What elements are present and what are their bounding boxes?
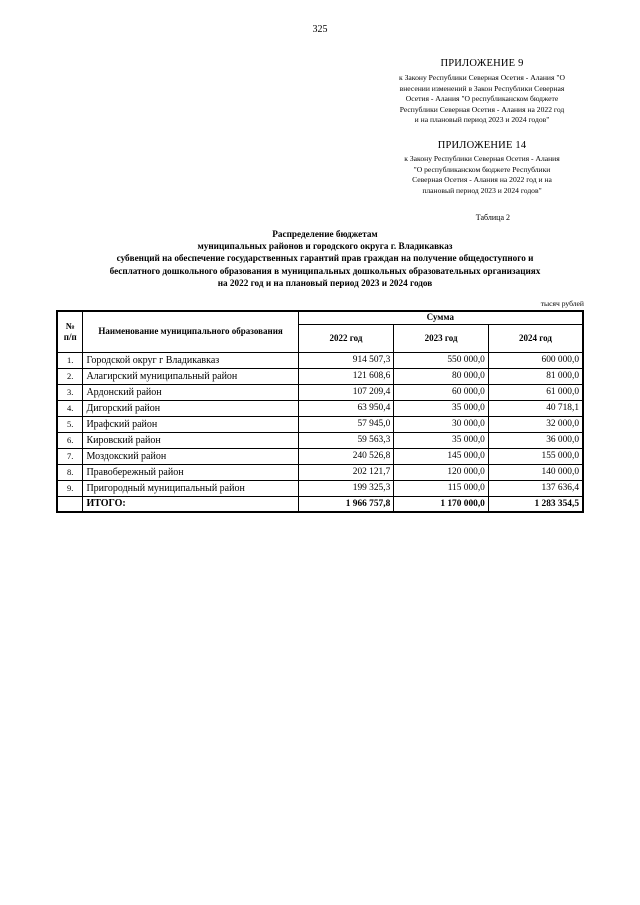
row-value-2024: 155 000,0 xyxy=(488,448,583,464)
row-number: 5. xyxy=(57,416,83,432)
table-row xyxy=(57,480,583,496)
row-value-2024: 81 000,0 xyxy=(488,368,583,384)
row-number: 8. xyxy=(57,464,83,480)
row-name: Моздокский район xyxy=(83,448,298,464)
row-value-2024: 600 000,0 xyxy=(488,352,583,368)
row-value-2023: 550 000,0 xyxy=(394,352,489,368)
header-2024: 2024 год xyxy=(488,324,583,352)
table-caption: Таблица 2 xyxy=(475,213,510,222)
table-row xyxy=(57,448,583,464)
row-number: 4. xyxy=(57,400,83,416)
row-number: 1. xyxy=(57,352,83,368)
row-number: 6. xyxy=(57,432,83,448)
row-name: Правобережный район xyxy=(83,464,298,480)
header-2023: 2023 год xyxy=(394,324,489,352)
row-value-2022: 107 209,4 xyxy=(298,384,394,400)
header-2022: 2022 год xyxy=(298,324,394,352)
appendix-9-line: внесении изменений в Закон Республики Северная xyxy=(399,83,565,93)
row-value-2022: 240 526,8 xyxy=(298,448,394,464)
row-number: 7. xyxy=(57,448,83,464)
row-name: Городской округ г Владикавказ xyxy=(83,352,298,368)
heading-line: на 2022 год и на плановый период 2023 и 2024 годов xyxy=(217,277,433,288)
header-sum: Сумма xyxy=(298,311,583,324)
row-value-2024: 36 000,0 xyxy=(488,432,583,448)
heading-line: бесплатного дошкольного образования в муниципальных дошкольных образовательных организациях xyxy=(109,265,541,276)
row-value-2023: 80 000,0 xyxy=(394,368,489,384)
appendix-14-line: к Закону Республики Северная Осетия - Алания xyxy=(404,154,560,163)
row-name: Ардонский район xyxy=(83,384,298,400)
appendix-9-line: Осетия - Алания "О республиканском бюджете xyxy=(405,94,559,103)
row-name: Дигорский район xyxy=(83,400,298,416)
page-number: 325 xyxy=(312,24,328,35)
row-value-2024: 140 000,0 xyxy=(488,464,583,480)
appendix-14-line: "О республиканском бюджете Республики xyxy=(413,164,551,174)
appendix-9-block xyxy=(382,58,582,126)
heading-line: субвенций на обеспечение государственных гарантий прав граждан на получение общедоступного и xyxy=(116,253,534,264)
table-row xyxy=(57,416,583,432)
header-name: Наименование муниципального образования xyxy=(83,311,298,352)
row-value-2024: 137 636,4 xyxy=(488,480,583,496)
row-value-2023: 145 000,0 xyxy=(394,448,489,464)
heading-line: муниципальных районов и городского округа г. Владикавказ xyxy=(197,241,453,252)
appendix-14-line: плановый период 2023 и 2024 годов" xyxy=(422,185,542,195)
row-value-2023: 120 000,0 xyxy=(394,464,489,480)
appendix-14-text xyxy=(382,154,582,196)
header-num: № п/п xyxy=(57,311,83,352)
row-value-2022: 59 563,3 xyxy=(298,432,394,448)
row-name: Кировский район xyxy=(83,432,298,448)
heading-line: Распределение бюджетам xyxy=(272,229,378,239)
total-label: ИТОГО: xyxy=(83,496,298,512)
appendix-9-title: ПРИЛОЖЕНИЕ 9 xyxy=(440,58,524,69)
table-row xyxy=(57,432,583,448)
row-value-2023: 115 000,0 xyxy=(394,480,489,496)
row-value-2023: 35 000,0 xyxy=(394,432,489,448)
subsidy-table xyxy=(56,310,584,513)
total-row xyxy=(57,496,583,512)
table-row xyxy=(57,368,583,384)
appendix-9-line: к Закону Республики Северная Осетия - Алания "О xyxy=(399,73,565,82)
row-value-2022: 63 950,4 xyxy=(298,400,394,416)
row-value-2024: 32 000,0 xyxy=(488,416,583,432)
total-value-2023: 1 170 000,0 xyxy=(394,496,489,512)
appendix-9-line: и на плановый период 2023 и 2024 годов" xyxy=(414,115,550,124)
total-value-2024: 1 283 354,5 xyxy=(488,496,583,512)
appendix-9-line: Республики Северная Осетия - Алания на 2022 год xyxy=(399,104,565,114)
row-value-2022: 57 945,0 xyxy=(298,416,394,432)
appendix-14-block xyxy=(382,140,582,196)
row-value-2024: 40 718,1 xyxy=(488,400,583,416)
units-label: тысяч рублей xyxy=(540,299,584,308)
table-row xyxy=(57,384,583,400)
row-value-2022: 199 325,3 xyxy=(298,480,394,496)
appendix-14-title: ПРИЛОЖЕНИЕ 14 xyxy=(437,140,527,151)
row-number: 2. xyxy=(57,368,83,384)
row-value-2022: 202 121,7 xyxy=(298,464,394,480)
row-value-2023: 35 000,0 xyxy=(394,400,489,416)
row-name: Пригородный муниципальный район xyxy=(83,480,298,496)
row-value-2022: 121 608,6 xyxy=(298,368,394,384)
table-row xyxy=(57,352,583,368)
table-row xyxy=(57,464,583,480)
table-row xyxy=(57,400,583,416)
row-value-2023: 30 000,0 xyxy=(394,416,489,432)
row-value-2024: 61 000,0 xyxy=(488,384,583,400)
row-number: 9. xyxy=(57,480,83,496)
appendix-14-line: Северная Осетия - Алания на 2022 год и на xyxy=(412,175,552,184)
appendix-9-text xyxy=(382,73,582,126)
row-number: 3. xyxy=(57,384,83,400)
total-empty-cell xyxy=(57,496,83,512)
row-value-2023: 60 000,0 xyxy=(394,384,489,400)
row-value-2022: 914 507,3 xyxy=(298,352,394,368)
total-value-2022: 1 966 757,8 xyxy=(298,496,394,512)
row-name: Алагирский муниципальный район xyxy=(83,368,298,384)
document-heading xyxy=(45,228,605,289)
row-name: Ирафский район xyxy=(83,416,298,432)
